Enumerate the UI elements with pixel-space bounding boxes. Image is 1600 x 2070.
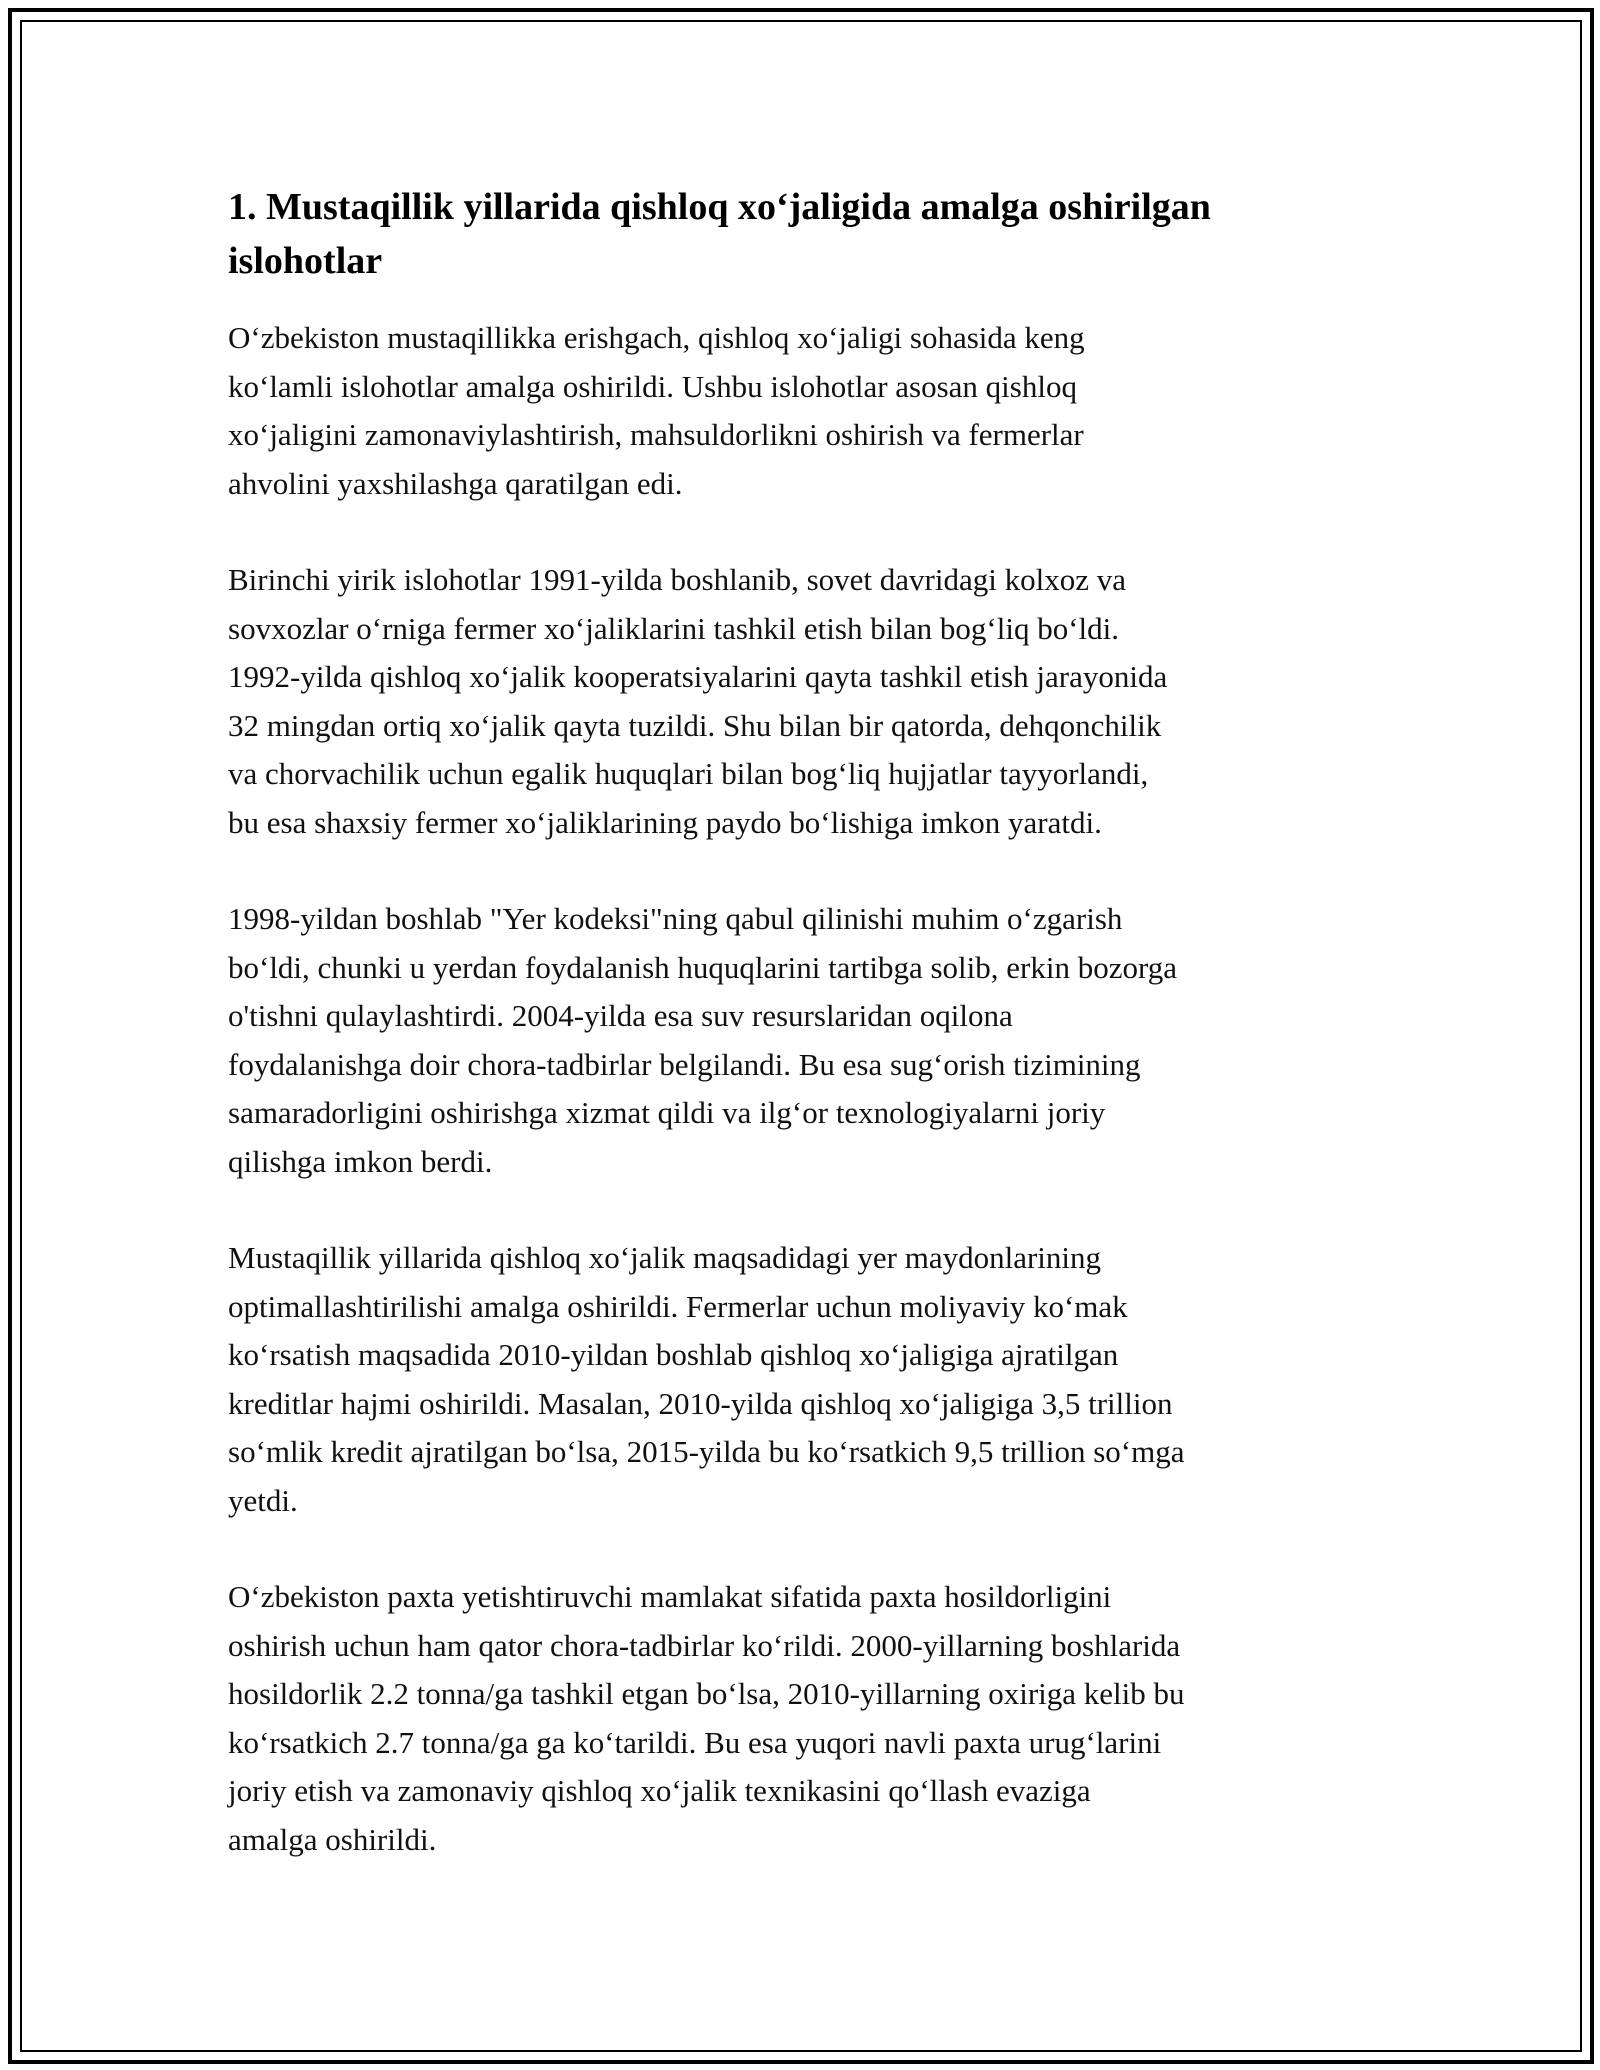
text-line: 32 mingdan ortiq xoʻjalik qayta tuzildi. Shu bilan bir qatorda, dehqonchilik [228, 707, 1162, 743]
text-line: samaradorligini oshirishga xizmat qildi va ilgʻor texnologiyalarni joriy [228, 1095, 1106, 1130]
text-line: optimallashtirilishi amalga oshirildi. Fermerlar uchun moliyaviy koʻmak [228, 1288, 1128, 1324]
text-line: foydalanishga doir chora-tadbirlar belgilandi. Bu esa sugʻorish tizimining [228, 1046, 1141, 1082]
text-line: 1998-yildan boshlab "Yer kodeksi"ning qabul qilinishi muhim oʻzgarish [228, 901, 1123, 936]
text-line: Birinchi yirik islohotlar 1991-yilda boshlanib, sovet davridagi kolxoz va [228, 562, 1126, 597]
paragraph-land-optimization-credits [228, 1234, 1378, 1525]
text-line: hosildorlik 2.2 tonna/ga tashkil etgan boʻlsa, 2010-yillarning oxiriga kelib bu [228, 1676, 1185, 1711]
text-line: sovxozlar oʻrniga fermer xoʻjaliklarini tashkil etish bilan bogʻliq boʻldi. [228, 610, 1120, 646]
text-line: Mustaqillik yillarida qishloq xoʻjalik maqsadidagi yer maydonlarining [228, 1240, 1102, 1275]
paragraph-land-code-1998 [228, 895, 1378, 1186]
heading-line: islohotlar [228, 240, 383, 282]
text-line: koʻrsatish maqsadida 2010-yildan boshlab qishloq xoʻjaligiga ajratilgan [228, 1337, 1119, 1372]
text-line: soʻmlik kredit ajratilgan boʻlsa, 2015-yilda bu koʻrsatkich 9,5 trillion soʻmga [228, 1434, 1185, 1469]
text-line: boʻldi, chunki u yerdan foydalanish huquqlarini tartibga solib, erkin bozorga [228, 949, 1178, 985]
text-line: koʻrsatkich 2.7 tonna/ga ga koʻtarildi. Bu esa yuqori navli paxta urugʻlarini [228, 1724, 1162, 1760]
section-heading [228, 180, 1378, 288]
paragraph-first-reforms-1991 [228, 556, 1378, 847]
document-body [228, 180, 1378, 1912]
text-line: kreditlar hajmi oshirildi. Masalan, 2010-yilda qishloq xoʻjaligiga 3,5 trillion [228, 1385, 1173, 1421]
text-line: o'tishni qulaylashtirdi. 2004-yilda esa suv resurslaridan oqilona [228, 998, 1013, 1033]
text-line: bu esa shaxsiy fermer xoʻjaliklarining paydo boʻlishiga imkon yaratdi. [228, 804, 1102, 840]
text-line: amalga oshirildi. [228, 1821, 437, 1857]
text-line: xoʻjaligini zamonaviylashtirish, mahsuldorlikni oshirish va fermerlar [228, 417, 1084, 452]
text-line: koʻlamli islohotlar amalga oshirildi. Ushbu islohotlar asosan qishloq [228, 368, 1077, 404]
text-line: oshirish uchun ham qator chora-tadbirlar koʻrildi. 2000-yillarning boshlarida [228, 1627, 1181, 1663]
paragraph-cotton-yield [228, 1573, 1378, 1864]
heading-line: 1. Mustaqillik yillarida qishloq xoʻjaligida amalga oshirilgan [228, 186, 1211, 228]
text-line: Oʻzbekiston mustaqillikka erishgach, qishloq xoʻjaligi sohasida keng [228, 320, 1085, 355]
text-line: qilishga imkon berdi. [228, 1143, 493, 1179]
paragraph-independence-reforms [228, 314, 1378, 508]
text-line: va chorvachilik uchun egalik huquqlari bilan bogʻliq hujjatlar tayyorlandi, [228, 756, 1149, 791]
text-line: yetdi. [228, 1482, 298, 1518]
text-line: 1992-yilda qishloq xoʻjalik kooperatsiyalarini qayta tashkil etish jarayonida [228, 659, 1168, 694]
text-line: Oʻzbekiston paxta yetishtiruvchi mamlakat sifatida paxta hosildorligini [228, 1579, 1112, 1614]
text-line: ahvolini yaxshilashga qaratilgan edi. [228, 465, 683, 501]
text-line: joriy etish va zamonaviy qishloq xoʻjalik texnikasini qoʻllash evaziga [228, 1773, 1091, 1808]
